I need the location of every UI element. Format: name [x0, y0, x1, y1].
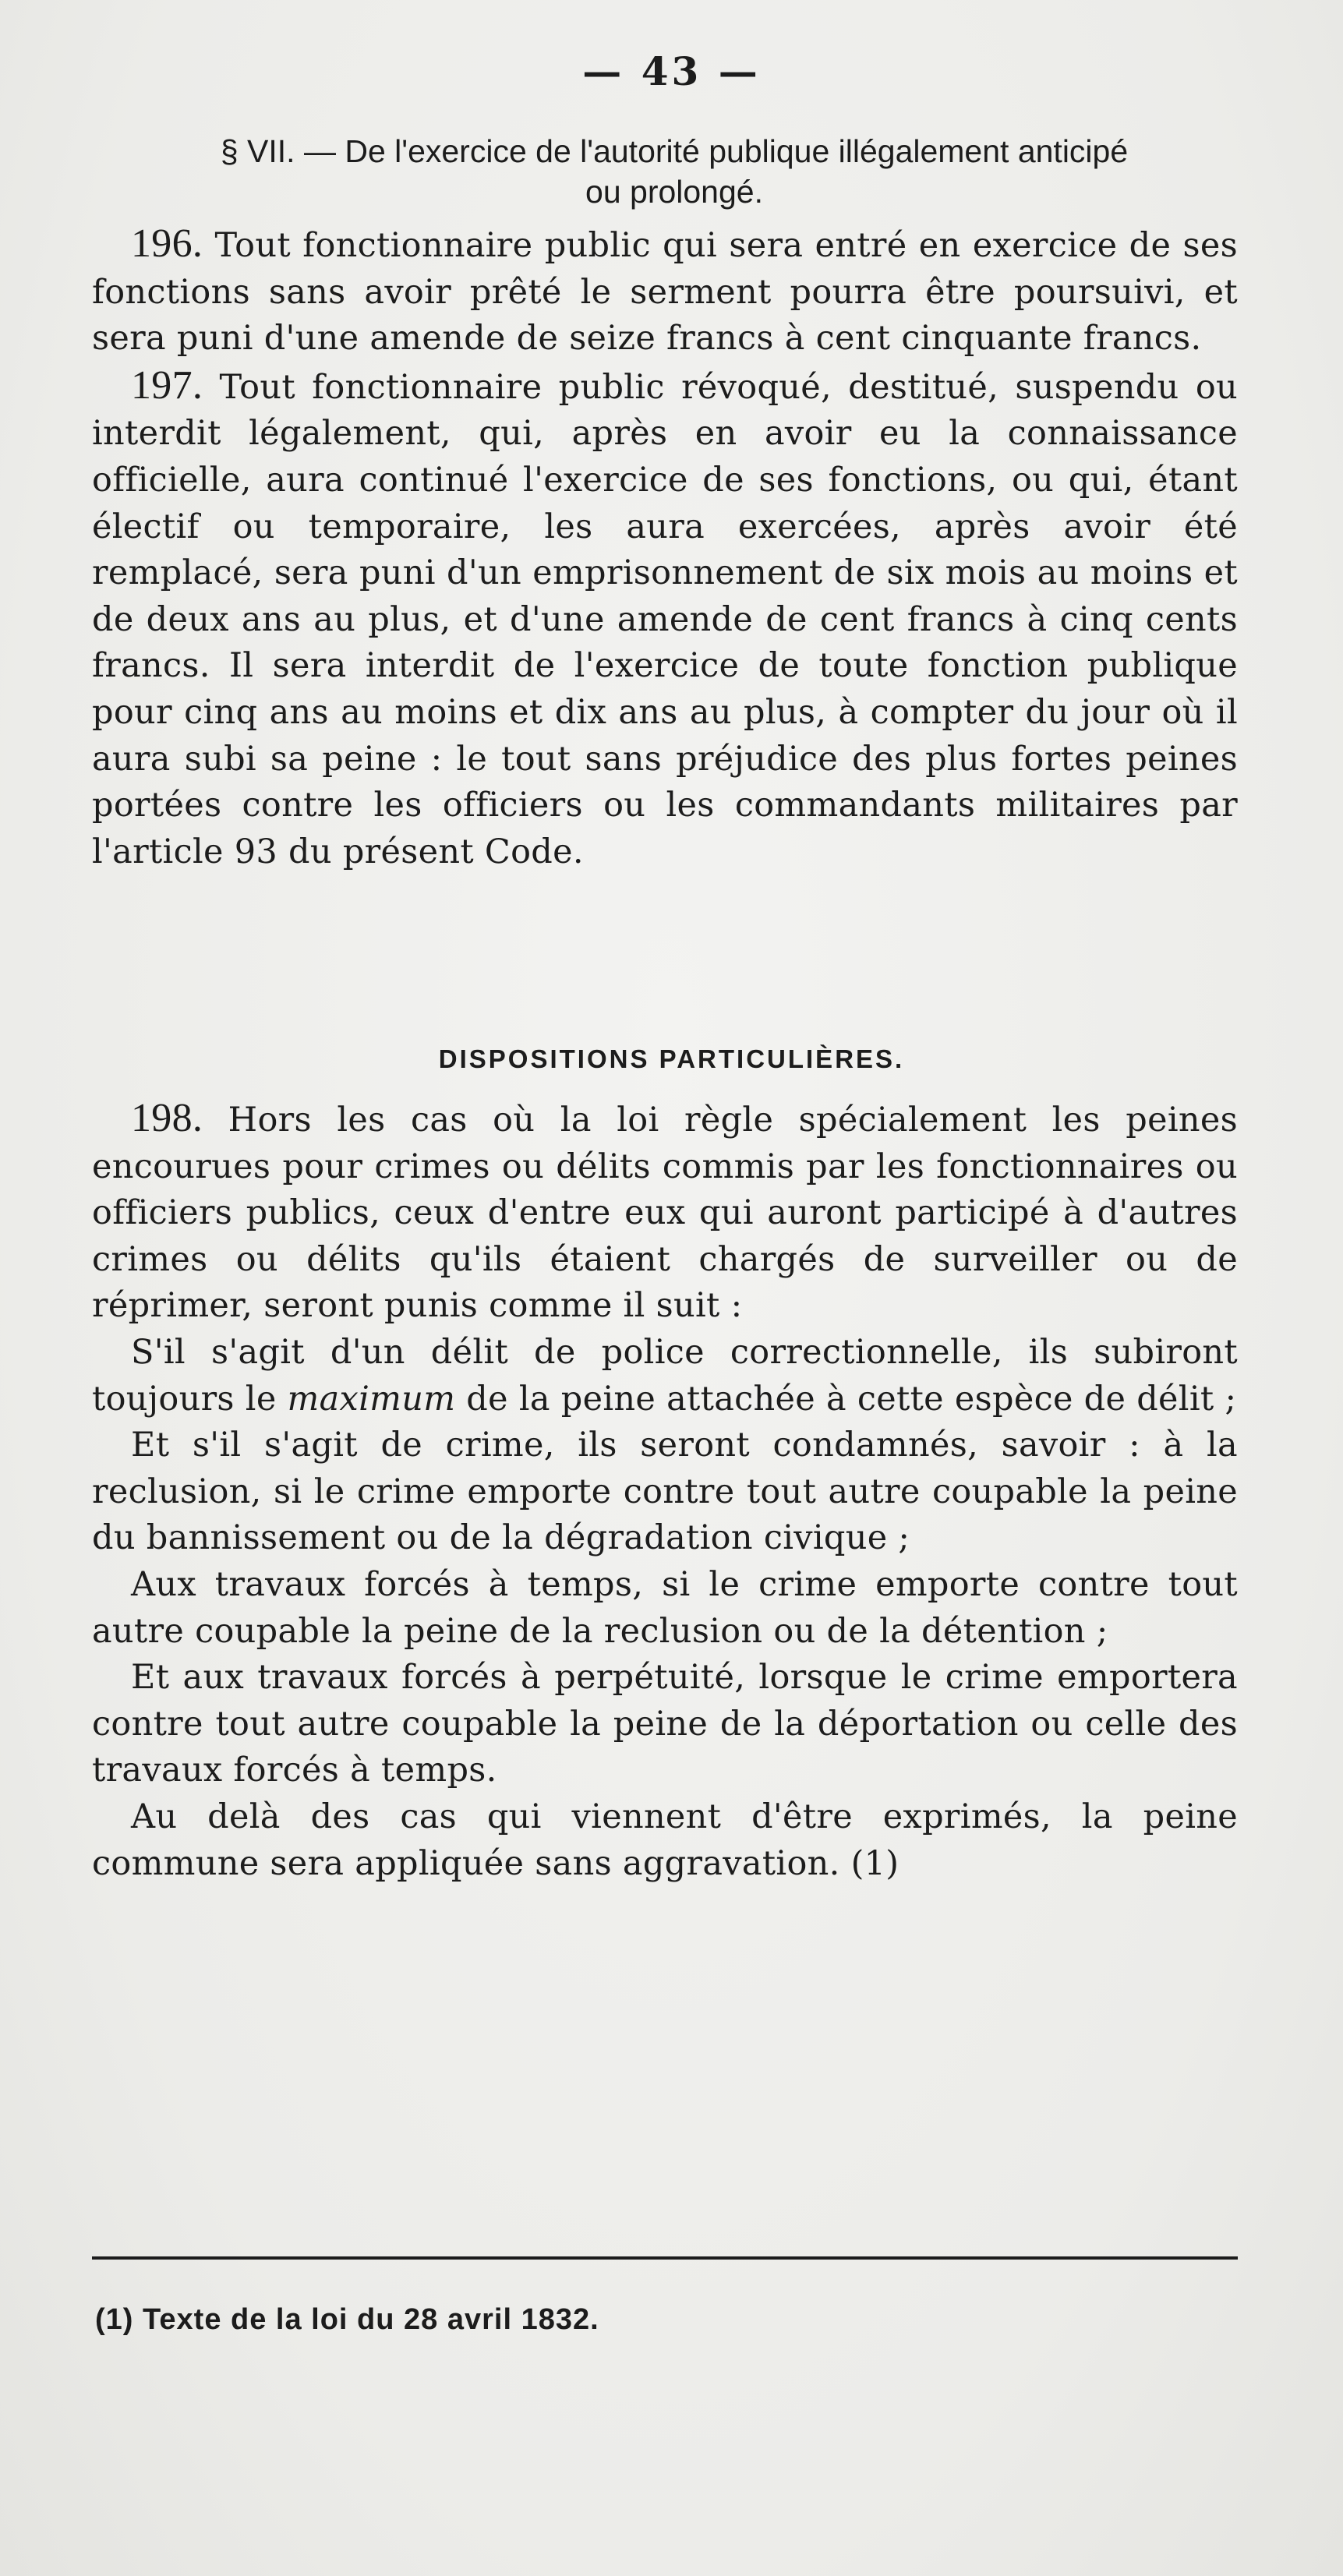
article-number: 196. [131, 221, 203, 266]
article-198 [92, 1095, 1238, 1330]
articles-block [92, 221, 1238, 875]
section-heading-line-1: § VII. — De l'exercice de l'autorité publique illégalement anticipé [220, 133, 1129, 169]
paragraph-text-italic: maximum [287, 1379, 456, 1419]
section-heading [86, 131, 1263, 212]
article-197 [92, 362, 1238, 876]
paragraph-text-after: de la peine attachée à cette espèce de délit ; [466, 1379, 1237, 1419]
paragraph-travaux-perpetuite: Et aux travaux forcés à perpétuité, lorsque le crime emportera contre tout autre coupable la peine de la déportation ou celle des travaux forcés à temps. [92, 1658, 1238, 1790]
paragraph-crime: Et s'il s'agit de crime, ils seront condamnés, savoir : à la reclusion, si le crime emporte contre tout autre coupable la peine du bannissement ou de la dégradation civique ; [92, 1426, 1238, 1558]
paragraph-peine-commune: Au delà des cas qui viennent d'être exprimés, la peine commune sera appliquée sans aggravation. (1) [92, 1797, 1238, 1883]
page-number: — 43 — [582, 48, 761, 94]
article-text: Tout fonctionnaire public révoqué, destitué, suspendu ou interdit légalement, qui, après en avoir eu la connaissance officielle, aura continué l'exercice de ses fonctions, ou qui, étant électif ou temporaire, les aura exercées, après avoir été remplacé, sera puni d'un emprisonnement de six mois au moins et de deux ans au plus, et d'une amende de cent francs à cinq cents francs. Il sera interdit de l'exercice de toute fonction publique pour cinq ans au moins et dix ans au plus, à compter du jour où il aura subi sa peine : le tout sans préjudice des plus fortes peines portées contre les officiers ou les commandants militaires par l'article 93 du présent Code. [92, 367, 1239, 871]
footnote: (1) Texte de la loi du 28 avril 1832. [95, 2303, 599, 2336]
article-text: Tout fonctionnaire public qui sera entré en exercice de ses fonctions sans avoir prêté le serment pourra être poursuivi, et sera puni d'une amende de seize francs à cent cinquante francs. [92, 226, 1238, 359]
paragraph-delit [92, 1330, 1238, 1422]
footnote-divider [92, 2256, 1238, 2260]
dispositions-block [92, 1095, 1238, 1887]
paragraph-text-before: S'il s'agit d'un délit de police correctionnelle, ils subiront toujours le [92, 1332, 1238, 1419]
article-number: 197. [131, 362, 203, 408]
article-196 [92, 221, 1238, 362]
article-text: Hors les cas où la loi règle spécialement les peines encourues pour crimes ou délits commis par les fonctionnaires ou officiers publics, ceux d'entre eux qui auront participé à d'autres crimes ou délits qu'ils étaient chargés de surveiller ou de réprimer, seront punis comme il suit : [92, 1101, 1238, 1326]
article-number: 198. [131, 1096, 203, 1140]
dispositions-heading: DISPOSITIONS PARTICULIÈRES. [438, 1044, 905, 1073]
paragraph-travaux-temps: Aux travaux forcés à temps, si le crime emporte contre tout autre coupable la peine de la reclusion ou de la détention ; [92, 1564, 1238, 1651]
section-heading-line-2: ou prolongé. [585, 174, 763, 210]
